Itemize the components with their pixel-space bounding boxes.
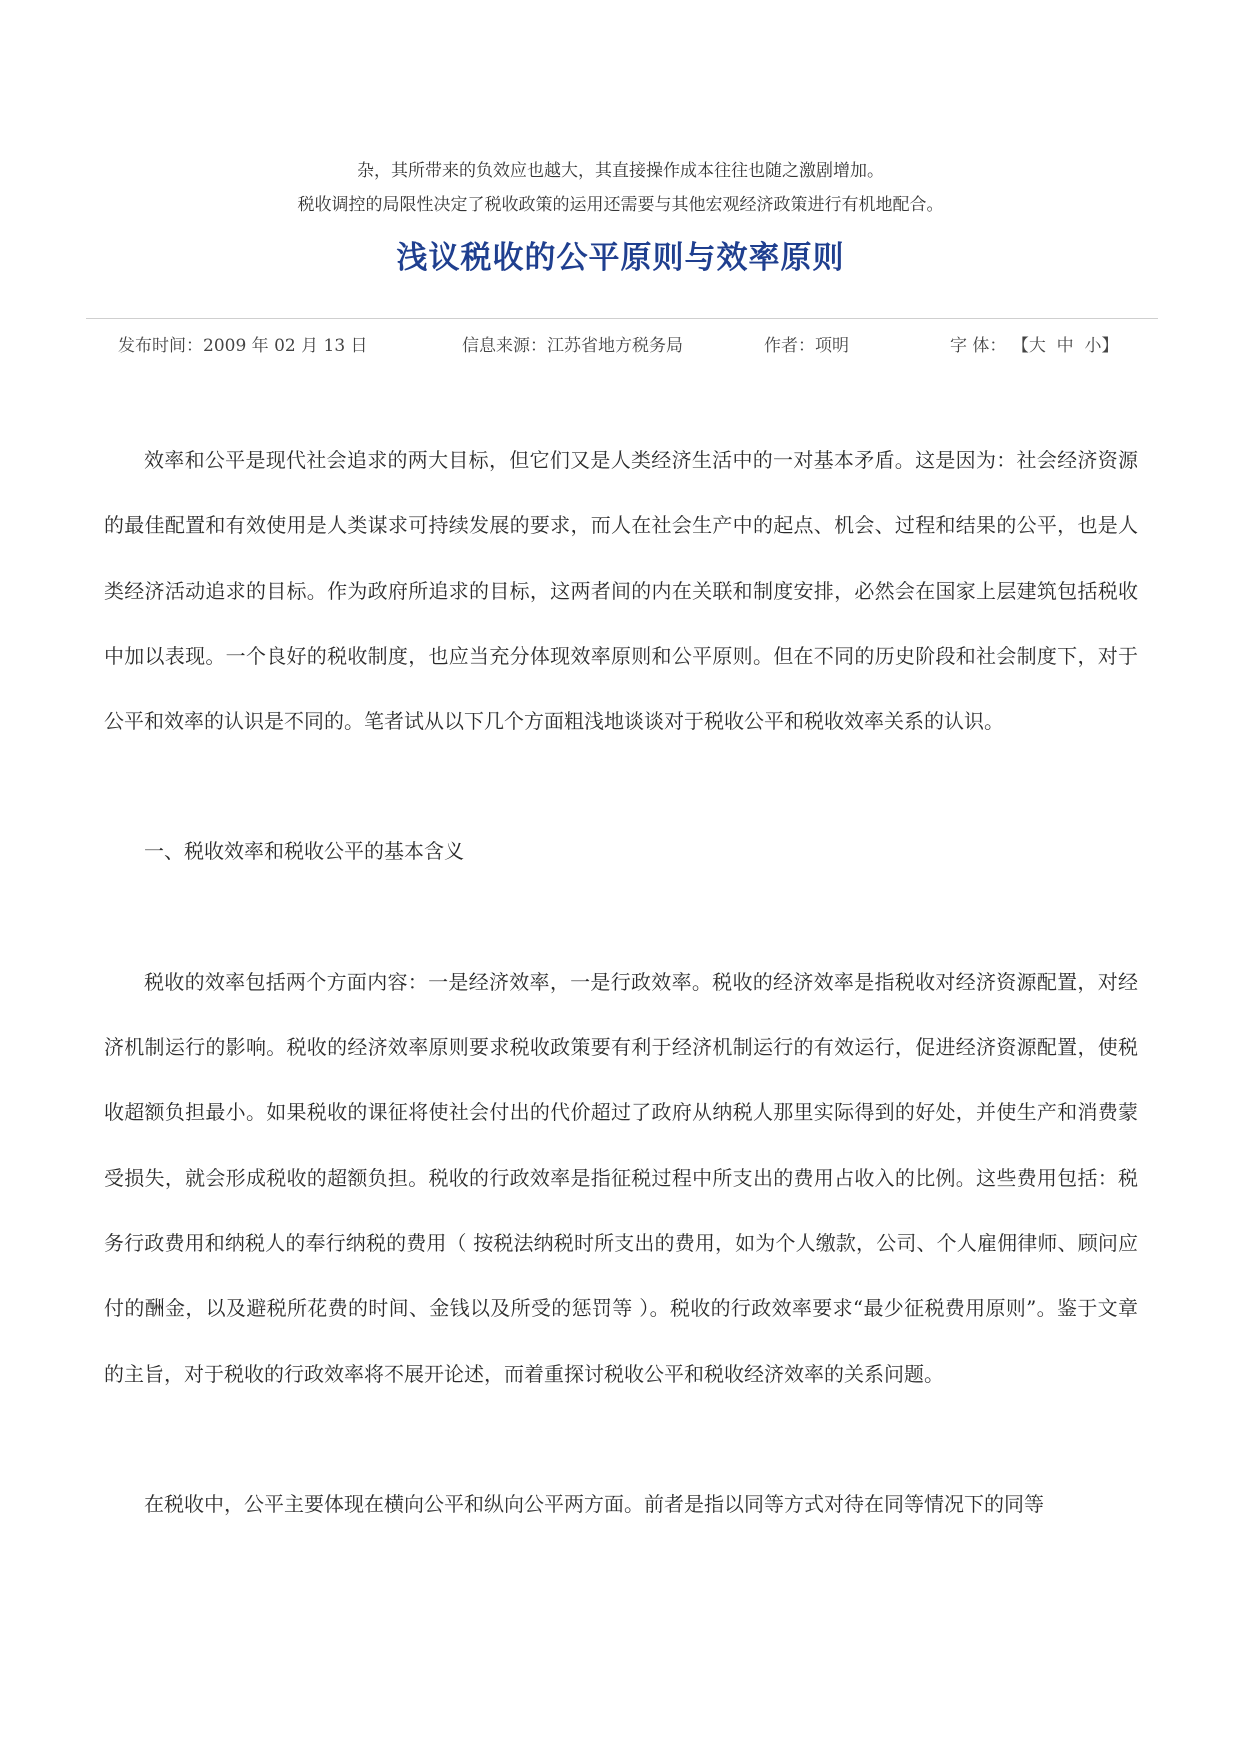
- font-size-control: [950, 334, 1118, 358]
- article-title: 浅议税收的公平原则与效率原则: [396, 240, 845, 276]
- publish-date-value: 2009 年 02 月 13 日: [203, 336, 368, 356]
- font-small-link[interactable]: 小: [1084, 336, 1102, 356]
- intro-line-1: 杂，其所带来的负效应也越大，其直接操作成本往往也随之激剧增加。: [357, 161, 884, 181]
- info-source: [462, 334, 683, 358]
- font-large-link[interactable]: 大: [1028, 336, 1046, 356]
- article-body: [104, 428, 1138, 1537]
- info-source-label: 信息来源：: [462, 336, 547, 356]
- paragraph-gap: [104, 885, 1138, 950]
- section-heading: 一、税收效率和税收公平的基本含义: [144, 839, 464, 864]
- font-size-label: 字 体：: [950, 336, 1007, 356]
- paragraph-gap: [104, 1407, 1138, 1472]
- paragraph-fairness: 在税收中，公平主要体现在横向公平和纵向公平两方面。前者是指以同等方式对待在同等情况下的同等: [144, 1491, 1044, 1516]
- paragraph-intro: 效率和公平是现代社会追求的两大目标，但它们又是人类经济生活中的一对基本矛盾。这是因为：社会经济资源的最佳配置和有效使用是人类谋求可持续发展的要求，而人在社会生产中的起点、机会、过程和结果的公平，也是人类经济活动追求的目标。作为政府所追求的目标，这两者间的内在关联和制度安排，必然会在国家上层建筑包括税收中加以表现。一个良好的税收制度，也应当充分体现效率原则和公平原则。但在不同的历史阶段和社会制度下，对于公平和效率的认识是不同的。笔者试从以下几个方面粗浅地谈谈对于税收公平和税收效率关系的认识。: [104, 448, 1138, 734]
- font-bracket-open: 【: [1011, 336, 1029, 356]
- intro-line-2: 税收调控的局限性决定了税收政策的运用还需要与其他宏观经济政策进行有机地配合。: [297, 195, 944, 215]
- author: [764, 334, 849, 358]
- title-divider: [86, 318, 1158, 319]
- publish-date: [118, 334, 368, 358]
- author-value: 项明: [815, 336, 849, 356]
- paragraph-gap: [104, 754, 1138, 819]
- font-medium-link[interactable]: 中: [1056, 336, 1074, 356]
- author-label: 作者：: [764, 336, 815, 356]
- paragraph-efficiency: 税收的效率包括两个方面内容：一是经济效率，一是行政效率。税收的经济效率是指税收对经济资源配置，对经济机制运行的影响。税收的经济效率原则要求税收政策要有利于经济机制运行的有效运行，促进经济资源配置，使税收超额负担最小。如果税收的课征将使社会付出的代价超过了政府从纳税人那里实际得到的好处，并使生产和消费蒙受损失，就会形成税收的超额负担。税收的行政效率是指征税过程中所支出的费用占收入的比例。这些费用包括：税务行政费用和纳税人的奉行纳税的费用（ 按税法纳税时所支出的费用，如为个人缴款，公司、个人雇佣律师、顾问应付的酬金，以及避税所花费的时间、金钱以及所受的惩罚等 ）。税收的行政效率要求“最少征税费用原则”。鉴于文章的主旨，对于税收的行政效率将不展开论述，而着重探讨税收公平和税收经济效率的关系问题。: [104, 969, 1138, 1386]
- publish-date-label: 发布时间：: [118, 336, 203, 356]
- info-source-value: 江苏省地方税务局: [547, 336, 683, 356]
- font-bracket-close: 】: [1101, 336, 1119, 356]
